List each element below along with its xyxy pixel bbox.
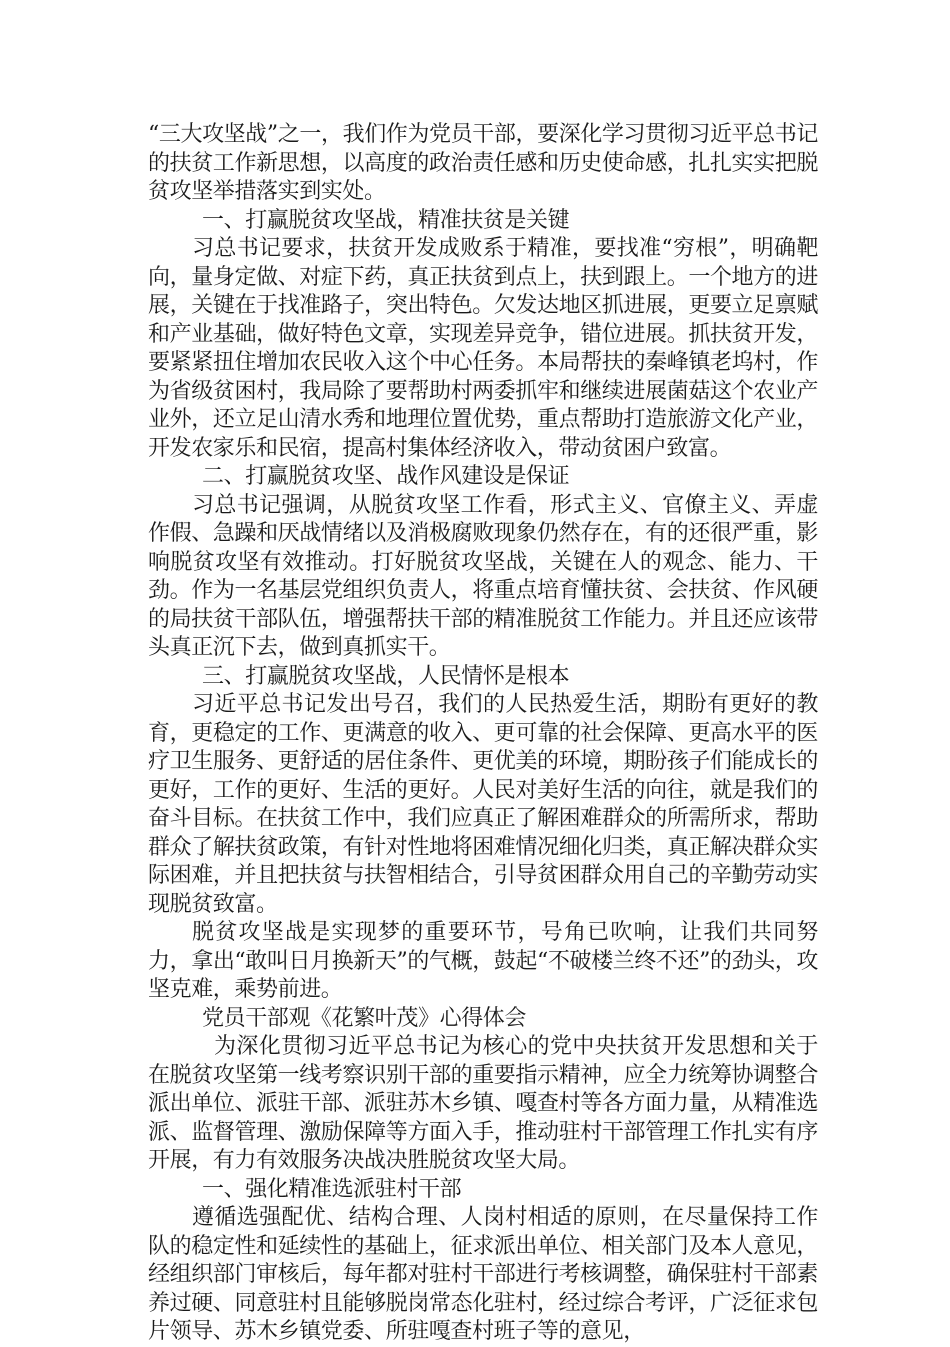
essay-body-paragraph-1: 遵循选强配优、结构合理、人岗村相适的原则，在尽量保持工作队的稳定性和延续性的基础上，征求派出单位、相关部门及本人意见，经组织部门审核后，每年都对驻村干部进行考核调整，确保驻村干部素养过硬、同意驻村且能够脱岗常态化驻村，经过综合考评，广泛征求包片领导、苏木乡镇党委、所驻嘎查村班子等的意见， (148, 1205, 818, 1344)
essay-title: 党员干部观《花繁叶茂》心得体会 (202, 1005, 527, 1031)
document-page (148, 121, 818, 1347)
body-paragraph-2: 习总书记强调，从脱贫攻坚工作看，形式主义、官僚主义、弄虚作假、急躁和厌战情绪以及消极腐败现象仍然存在，有的还很严重，影响脱贫攻坚有效推动。打好脱贫攻坚战，关键在人的观念、能力、干劲。作为一名基层党组织负责人，将重点培育懂扶贫、会扶贫、作风硬的局扶贫干部队伍，增强帮扶干部的精准脱贫工作能力。并且还应该带头真正沉下去，做到真抓实干。 (148, 492, 818, 660)
body-paragraph-3: 习近平总书记发出号召，我们的人民热爱生活，期盼有更好的教育，更稳定的工作、更满意的收入、更可靠的社会保障、更高水平的医疗卫生服务、更舒适的居住条件、更优美的环境，期盼孩子们能成长的更好，工作的更好、生活的更好。人民对美好生活的向往，就是我们的奋斗目标。在扶贫工作中，我们应真正了解困难群众的所需所求，帮助群众了解扶贫政策，有针对性地将困难情况细化归类，真正解决群众实际困难，并且把扶贫与扶智相结合，引导贫困群众用自己的辛勤劳动实现脱贫致富。 (148, 692, 818, 917)
section-heading-3: 三、打赢脱贫攻坚战，人民情怀是根本 (202, 663, 570, 689)
essay-lead-paragraph: 为深化贯彻习近平总书记为核心的党中央扶贫开发思想和关于在脱贫攻坚第一线考察识别干部的重要指示精神，应全力统筹协调整合派出单位、派驻干部、派驻苏木乡镇、嘎查村等各方面力量，从精准选派、监督管理、激励保障等方面入手，推动驻村干部管理工作扎实有序开展，有力有效服务决战决胜脱贫攻坚大局。 (148, 1034, 818, 1173)
intro-paragraph: “三大攻坚战”之一，我们作为党员干部，要深化学习贯彻习近平总书记的扶贫工作新思想，以高度的政治责任感和历史使命感，扎扎实实把脱贫攻坚举措落实到实处。 (148, 122, 818, 204)
body-paragraph-1: 习总书记要求，扶贫开发成败系于精准，要找准“穷根”，明确靶向，量身定做、对症下药，真正扶贫到点上，扶到跟上。一个地方的进展，关键在于找准路子，突出特色。欠发达地区抓进展，更要立足禀赋和产业基础，做好特色文章，实现差异竞争，错位进展。抓扶贫开发，要紧紧扭住增加农民收入这个中心任务。本局帮扶的秦峰镇老坞村，作为省级贫困村，我局除了要帮助村两委抓牢和继续进展菌菇这个农业产业外，还立足山清水秀和地理位置优势，重点帮助打造旅游文化产业，开发农家乐和民宿，提高村集体经济收入，带动贫困户致富。 (148, 236, 818, 461)
closing-paragraph: 脱贫攻坚战是实现梦的重要环节，号角已吹响，让我们共同努力，拿出“敢叫日月换新天”的气概，鼓起“不破楼兰终不还”的劲头，攻坚克难，乘势前进。 (148, 920, 818, 1002)
essay-section-heading-1: 一、强化精准选派驻村干部 (202, 1176, 462, 1202)
section-heading-1: 一、打赢脱贫攻坚战，精准扶贫是关键 (202, 207, 570, 233)
section-heading-2: 二、打赢脱贫攻坚、战作风建设是保证 (202, 464, 570, 489)
